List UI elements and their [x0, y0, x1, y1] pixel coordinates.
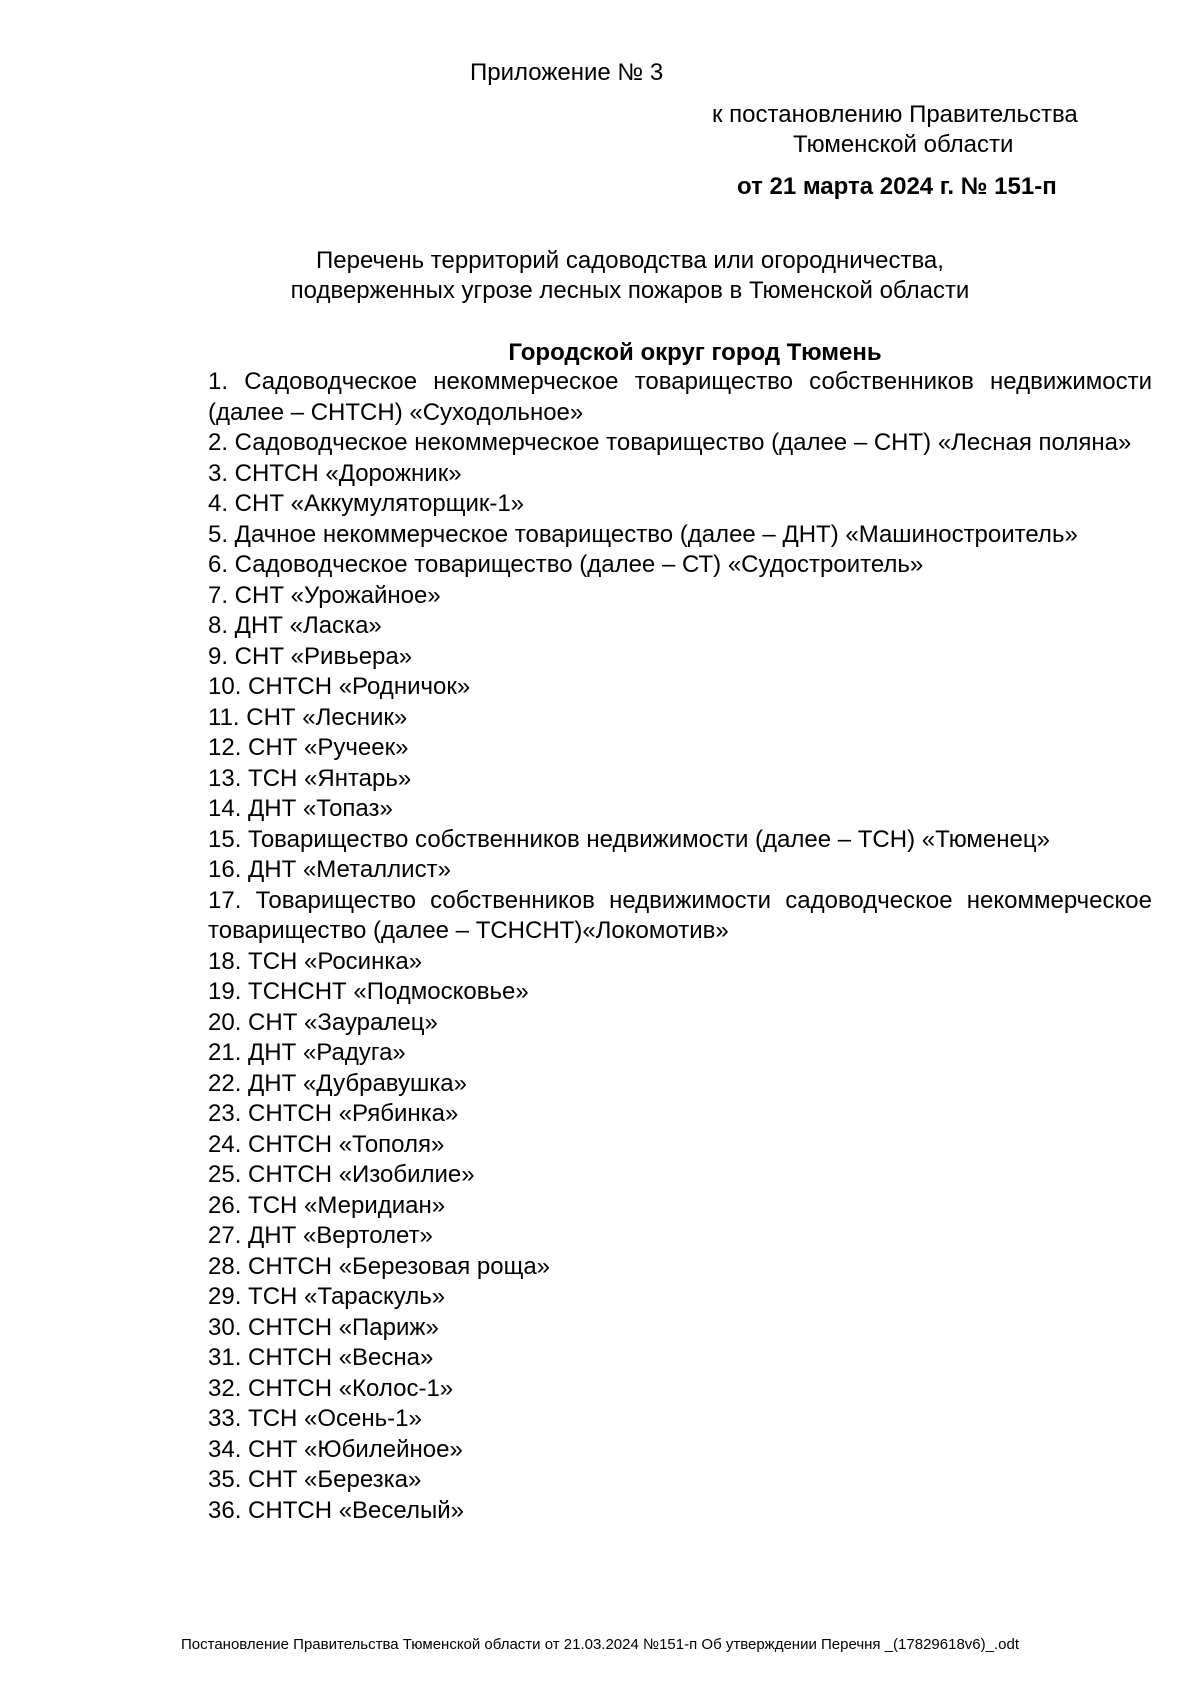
- list-item: 5. Дачное некоммерческое товарищество (далее – ДНТ) «Машиностроитель»: [208, 520, 1078, 548]
- list-item: 1. Садоводческое некоммерческое товарищество собственников недвижимости (далее – СНТСН) «Суходольное»: [208, 368, 1152, 426]
- list-item: 27. ДНТ «Вертолет»: [208, 1222, 433, 1249]
- list-item: 6. Садоводческое товарищество (далее – СТ) «Судостроитель»: [208, 551, 924, 578]
- list-item: 3. СНТСН «Дорожник»: [208, 459, 462, 487]
- list-item: 36. СНТСН «Веселый»: [208, 1496, 464, 1524]
- list-item: 28. СНТСН «Березовая роща»: [208, 1252, 551, 1280]
- list-item: 4. СНТ «Аккумуляторщик-1»: [208, 490, 525, 517]
- list-item: 15. Товарищество собственников недвижимости (далее – ТСН) «Тюменец»: [208, 825, 1050, 853]
- list-item: 8. ДНТ «Ласка»: [208, 612, 382, 639]
- list-item: 13. ТСН «Янтарь»: [208, 764, 412, 792]
- annex-number: Приложение № 3: [470, 59, 664, 86]
- list-item: 29. ТСН «Тараскуль»: [208, 1283, 446, 1310]
- list-item: 14. ДНТ «Топаз»: [208, 795, 393, 822]
- list-item: 11. СНТ «Лесник»: [208, 703, 408, 731]
- list-item: 34. СНТ «Юбилейное»: [208, 1435, 463, 1463]
- list-item: 21. ДНТ «Радуга»: [208, 1039, 406, 1066]
- list-item: 10. СНТСН «Родничок»: [208, 673, 471, 700]
- list-item: 17. Товарищество собственников недвижимости садоводческое некоммерческое товарищество (далее – ТСНСНТ)«Локомотив»: [208, 886, 1152, 944]
- annex-region: Тюменской области: [793, 131, 1014, 158]
- section-heading: Городской округ город Тюмень: [508, 339, 882, 366]
- list-item: 26. ТСН «Меридиан»: [208, 1191, 446, 1219]
- list-item: 12. СНТ «Ручеек»: [208, 734, 409, 761]
- list-item: 16. ДНТ «Металлист»: [208, 856, 451, 883]
- list-item: 20. СНТ «Зауралец»: [208, 1008, 438, 1036]
- list-item: 24. СНТСН «Тополя»: [208, 1130, 445, 1158]
- annex-to-resolution: к постановлению Правительства: [712, 101, 1078, 128]
- list-item: 23. СНТСН «Рябинка»: [208, 1100, 459, 1127]
- list-item: 25. СНТСН «Изобилие»: [208, 1161, 475, 1188]
- list-item: 30. СНТСН «Париж»: [208, 1313, 439, 1341]
- list-item: 31. СНТСН «Весна»: [208, 1344, 434, 1371]
- list-item: 35. СНТ «Березка»: [208, 1466, 422, 1493]
- list-item: 9. СНТ «Ривьера»: [208, 642, 413, 670]
- list-item: 7. СНТ «Урожайное»: [208, 581, 441, 609]
- document-footer: Постановление Правительства Тюменской области от 21.03.2024 №151-п Об утверждении Перечня _(17829618v6)_.odt: [181, 1636, 1019, 1653]
- list-item: 22. ДНТ «Дубравушка»: [208, 1069, 467, 1097]
- territory-list: [208, 367, 1152, 1526]
- list-item: 32. СНТСН «Колос-1»: [208, 1374, 454, 1402]
- list-item: 33. ТСН «Осень-1»: [208, 1405, 422, 1432]
- list-item: 2. Садоводческое некоммерческое товарищество (далее – СНТ) «Лесная поляна»: [208, 429, 1132, 456]
- list-item: 18. ТСН «Росинка»: [208, 947, 423, 975]
- document-title-line-1: Перечень территорий садоводства или огородничества,: [316, 247, 944, 274]
- document-title-line-2: подверженных угрозе лесных пожаров в Тюменской области: [290, 277, 970, 304]
- list-item: 19. ТСНСНТ «Подмосковье»: [208, 978, 529, 1005]
- annex-date-number: от 21 марта 2024 г. № 151-п: [737, 173, 1057, 200]
